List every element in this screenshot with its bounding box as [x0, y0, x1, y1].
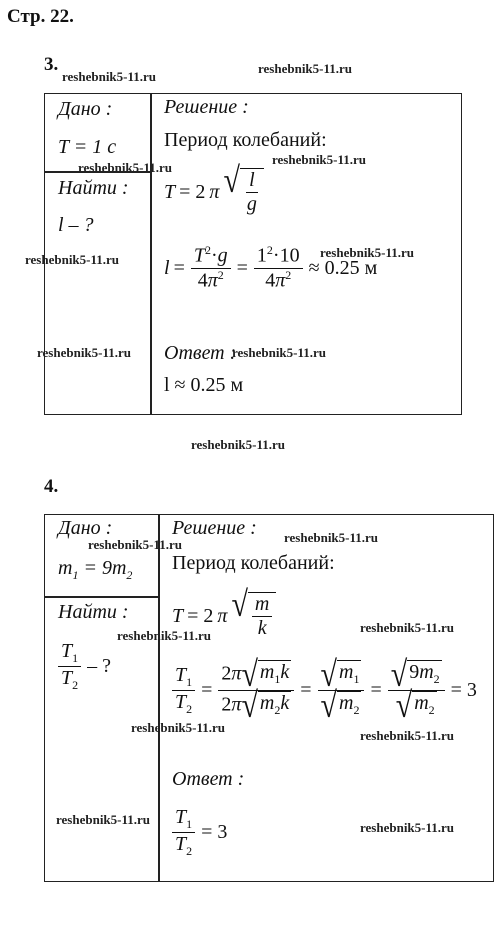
- p3-dano-label: Дано :: [58, 98, 113, 120]
- p3-period-text: Период колебаний:: [164, 129, 327, 151]
- p4-formula-ratio: $\frac{T_1}{T_2}$ = 2π √ $m_1k$ 2π √ $m_2k$ = √ $m_1$ √ $m_2$ = √ $9m_2$ √ $m_2$ = 3: [170, 660, 477, 721]
- watermark: reshebnik5-11.ru: [117, 628, 212, 643]
- p3-formula-length: l = $\frac{T^2\cdot g}{4\pi^2}$ = $\frac{1^2\cdot 10}{4\pi^2}$ ≈ 0.25 м: [164, 243, 378, 292]
- p3-answer: l ≈ 0.25 м: [164, 374, 244, 396]
- page-title: Стр. 22.: [7, 6, 74, 27]
- watermark: reshebnik5-11.ru: [37, 345, 132, 360]
- p4-otvet-label: Ответ :: [172, 768, 245, 790]
- p3-formula-period: T = 2 π √ $\frac{l}{g}$: [164, 168, 264, 216]
- problem-3-divider: [150, 93, 152, 415]
- watermark: reshebnik5-11.ru: [360, 728, 455, 743]
- p4-answer: $\frac{T_1}{T_2}$ = 3: [170, 806, 227, 859]
- p3-approx-result: ≈ 0.25 м: [308, 256, 378, 279]
- watermark: reshebnik5-11.ru: [25, 252, 120, 267]
- p4-naiti-label: Найти :: [58, 601, 129, 623]
- watermark: reshebnik5-11.ru: [284, 530, 379, 545]
- watermark: reshebnik5-11.ru: [360, 620, 455, 635]
- watermark: reshebnik5-11.ru: [191, 437, 286, 452]
- watermark: reshebnik5-11.ru: [320, 245, 415, 260]
- watermark: reshebnik5-11.ru: [232, 345, 327, 360]
- p4-period-text: Период колебаний:: [172, 552, 335, 574]
- p4-dano-label: Дано :: [58, 517, 113, 539]
- watermark: reshebnik5-11.ru: [360, 820, 455, 835]
- problem-3-number: 3.: [44, 54, 59, 75]
- p4-result: = 3: [201, 820, 228, 843]
- watermark: reshebnik5-11.ru: [56, 812, 151, 827]
- p3-naiti-label: Найти :: [58, 177, 129, 199]
- p4-reshenie-label: Решение :: [172, 517, 257, 539]
- p3-otvet-label: Ответ :: [164, 342, 237, 364]
- p3-given: T = 1 c: [58, 136, 117, 158]
- watermark: reshebnik5-11.ru: [272, 152, 367, 167]
- watermark: reshebnik5-11.ru: [258, 61, 353, 76]
- watermark: reshebnik5-11.ru: [78, 160, 173, 175]
- p3-reshenie-label: Решение :: [164, 96, 249, 118]
- p3-find: l – ?: [58, 214, 94, 236]
- watermark: reshebnik5-11.ru: [131, 720, 226, 735]
- problem-4-given-separator: [44, 596, 159, 598]
- p4-formula-period: T = 2 π √ $\frac{m}{k}$: [172, 592, 276, 640]
- watermark: reshebnik5-11.ru: [62, 69, 157, 84]
- problem-4-number: 4.: [44, 476, 59, 497]
- p4-find: $\frac{T_1}{T_2}$ – ?: [56, 640, 111, 693]
- watermark: reshebnik5-11.ru: [88, 537, 183, 552]
- problem-4-divider: [158, 514, 160, 882]
- p4-given: $m_1 = 9m_2$: [58, 557, 133, 582]
